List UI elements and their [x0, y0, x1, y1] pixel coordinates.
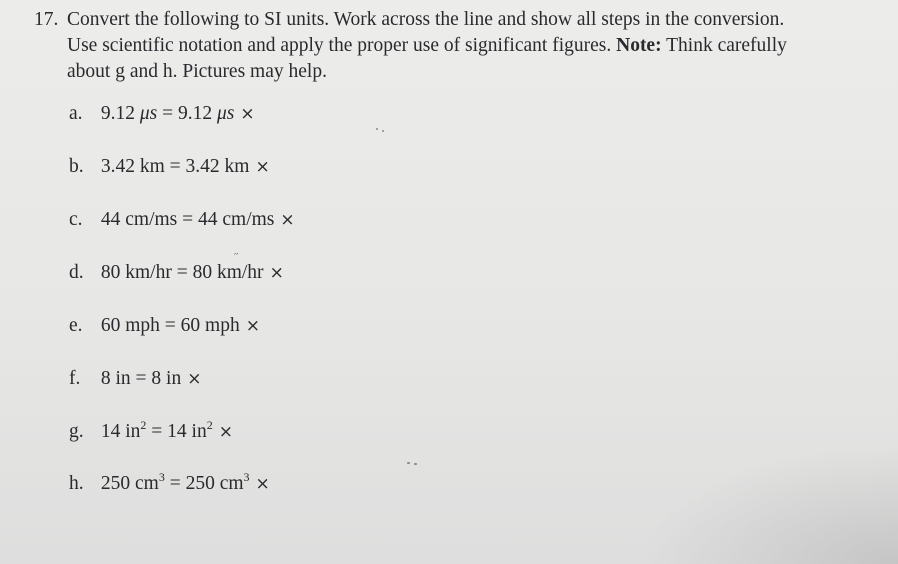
item-letter: g. [69, 421, 84, 442]
lhs-unit: μs [139, 103, 158, 124]
lhs-unit: in [115, 368, 131, 389]
item-e [69, 314, 260, 338]
rhs-value: 14 [167, 421, 187, 442]
paper-shadow [638, 444, 898, 564]
rhs-unit-exponent: 3 [243, 470, 250, 484]
lhs-unit-base: in [125, 421, 141, 442]
rhs-value: 250 [185, 473, 215, 494]
lhs-value: 80 [100, 262, 121, 283]
lhs-value: 9.12 [100, 103, 135, 124]
question-text-line-1: Convert the following to SI units. Work across the line and show all steps in the conversion. [67, 9, 785, 30]
rhs-value: 80 [192, 262, 213, 283]
equals-sign: = [182, 209, 194, 230]
equals-sign: = [151, 421, 163, 442]
cross-mark-icon: × [218, 422, 233, 442]
rhs-unit-base: in [191, 421, 207, 442]
item-letter: c. [69, 209, 83, 230]
item-b [69, 155, 270, 179]
equals-sign: = [176, 262, 188, 283]
item-letter: h. [69, 473, 84, 494]
question-line-3 [34, 59, 874, 85]
lhs-unit-base: cm [135, 473, 159, 494]
item-letter: a. [69, 103, 83, 124]
equals-sign: = [164, 315, 176, 336]
note-label: Note: [616, 35, 662, 56]
rhs-value: 9.12 [178, 103, 213, 124]
rhs-unit-exponent: 2 [206, 418, 213, 432]
lhs-value: 8 [100, 368, 111, 389]
pencil-speck [382, 130, 384, 132]
item-letter: e. [69, 315, 83, 336]
rhs-value: 60 [180, 315, 201, 336]
question-17 [34, 7, 874, 85]
lhs-unit-exponent: 2 [140, 418, 147, 432]
rhs-value: 44 [198, 209, 218, 230]
rhs-value: 3.42 [185, 156, 220, 177]
item-letter: f. [69, 368, 81, 389]
cross-mark-icon: × [255, 474, 270, 494]
cross-mark-icon: × [187, 369, 202, 389]
item-g [69, 420, 233, 444]
lhs-unit [125, 418, 147, 442]
item-a [69, 102, 255, 126]
item-letter: d. [69, 262, 84, 283]
rhs-unit-base: cm [219, 473, 244, 494]
cross-mark-icon: × [245, 316, 260, 336]
lhs-value: 3.42 [100, 156, 135, 177]
lhs-unit: km/hr [125, 262, 172, 283]
equals-sign: = [169, 156, 181, 177]
lhs-unit [135, 470, 165, 494]
pencil-speck [407, 462, 410, 464]
lhs-value: 44 [100, 209, 121, 230]
rhs-unit: km/hr [216, 262, 264, 283]
lhs-unit: mph [125, 315, 160, 336]
question-line-1 [34, 7, 874, 33]
rhs-unit: in [166, 368, 182, 389]
rhs-unit [219, 470, 250, 494]
rhs-unit: mph [205, 315, 240, 336]
question-line-2 [34, 33, 874, 59]
lhs-value: 250 [100, 473, 131, 494]
lhs-unit-exponent: 3 [158, 470, 165, 484]
lhs-value: 14 [100, 421, 121, 442]
lhs-unit: cm/ms [125, 209, 178, 230]
pencil-speck [414, 463, 417, 465]
rhs-unit: cm/ms [222, 209, 275, 230]
rhs-unit: μs [217, 103, 235, 124]
pencil-tick-marks: ′′ [234, 252, 239, 263]
rhs-value: 8 [151, 368, 162, 389]
equals-sign: = [162, 103, 174, 124]
cross-mark-icon: × [269, 263, 284, 283]
item-letter: b. [69, 156, 84, 177]
item-d [69, 261, 284, 285]
question-text-line-2: Use scientific notation and apply the proper use of significant figures. [67, 35, 612, 56]
cross-mark-icon: × [240, 104, 255, 124]
item-f [69, 367, 201, 391]
equals-sign: = [169, 473, 181, 494]
question-text-line-3: about g and h. Pictures may help. [67, 61, 327, 82]
cross-mark-icon: × [255, 157, 270, 177]
item-c [69, 208, 295, 232]
lhs-unit: km [139, 156, 165, 177]
question-text-line-2-tail: Think carefully [666, 35, 787, 56]
equals-sign: = [135, 368, 147, 389]
rhs-unit: km [224, 156, 250, 177]
cross-mark-icon: × [280, 210, 295, 230]
rhs-unit [191, 418, 213, 442]
item-h [69, 472, 270, 496]
pencil-speck [376, 128, 378, 130]
question-number: 17. [34, 9, 59, 30]
lhs-value: 60 [100, 315, 121, 336]
